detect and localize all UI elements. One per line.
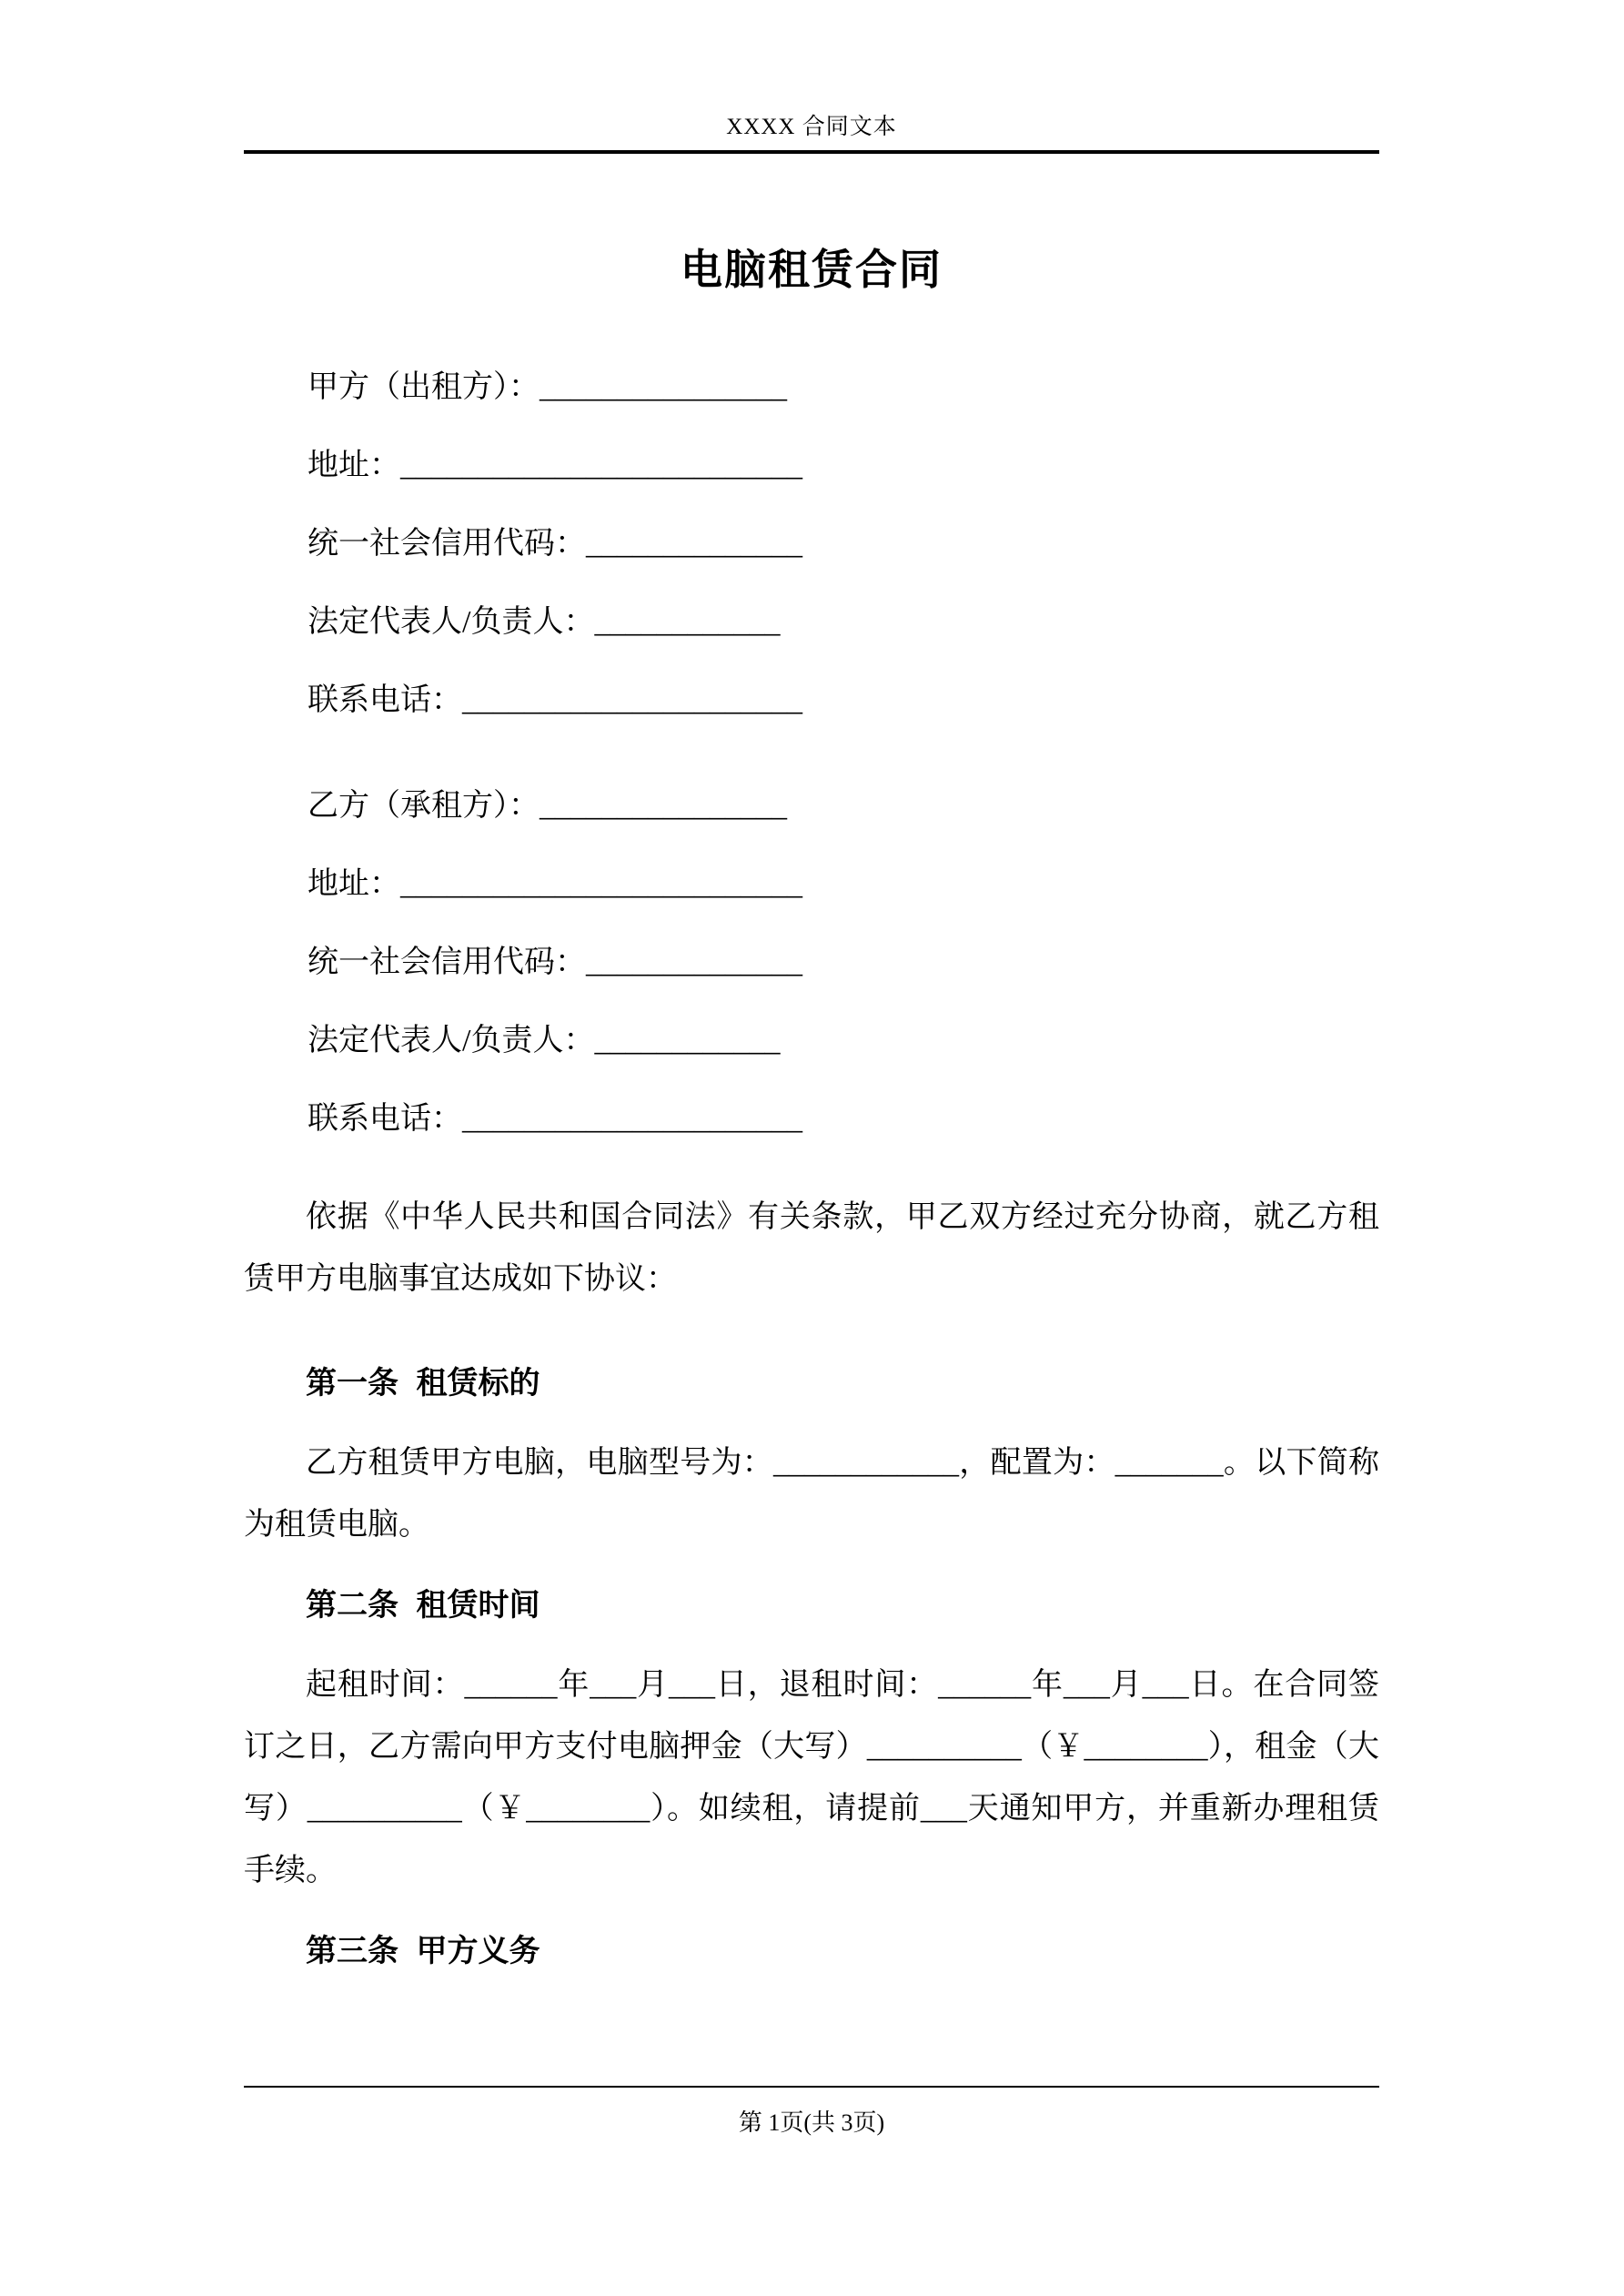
section-2-text: 起租时间：______年___月___日，退租时间：______年___月___日。在合同签订之日，乙方需向甲方支付电脑押金（大写）__________（￥________），租金（大写）__________（￥________）。如续租，请提前___天通知甲方，并重新办理租赁手续。: [244, 1668, 1379, 1887]
page-footer: [244, 2086, 1379, 2137]
section-2-heading: 第二条 租赁时间: [306, 1588, 540, 1623]
field-label: 统一社会信用代码：: [308, 946, 586, 979]
field-blank: ______________: [586, 946, 802, 979]
party-a-phone-row: [244, 662, 1379, 740]
field-label: 地址：: [308, 449, 400, 482]
field-blank: ____________: [594, 605, 781, 639]
field-blank: ______________________: [462, 683, 802, 717]
field-label: 地址：: [308, 867, 400, 901]
document-title: 电脑租赁合同: [681, 246, 943, 293]
party-a-credit-code-row: [244, 505, 1379, 583]
field-label: 甲方（出租方）：: [308, 370, 540, 404]
field-blank: ______________: [586, 527, 802, 561]
field-label: 法定代表人/负责人：: [308, 1024, 595, 1057]
field-label: 统一社会信用代码：: [308, 527, 586, 561]
section-3-heading: 第三条 甲方义务: [306, 1934, 540, 1968]
page-number: 第 1页(共 3页): [738, 2109, 885, 2136]
party-a-name-row: [244, 349, 1379, 427]
page-header: [244, 115, 1379, 154]
field-label: 联系电话：: [308, 683, 462, 717]
header-text: XXXX 合同文本: [726, 115, 897, 139]
field-label: 联系电话：: [308, 1102, 462, 1136]
header-rule: [244, 150, 1379, 154]
section-1-heading: 第一条 租赁标的: [306, 1366, 540, 1401]
party-a-block: [244, 349, 1379, 740]
party-b-name-row: [244, 767, 1379, 845]
intro-paragraph: 依据《中华人民共和国合同法》有关条款，甲乙双方经过充分协商，就乙方租赁甲方电脑事宜达成如下协议：: [244, 1200, 1379, 1296]
footer-rule: [244, 2086, 1379, 2088]
field-blank: __________________________: [400, 867, 802, 901]
section-1-text: 乙方租赁甲方电脑，电脑型号为：____________，配置为：_______。以下简称为租赁电脑。: [244, 1446, 1379, 1542]
field-blank: ____________: [594, 1024, 781, 1057]
field-label: 乙方（承租方）：: [308, 789, 540, 823]
field-blank: ________________: [540, 370, 787, 404]
field-blank: ______________________: [462, 1102, 802, 1136]
field-blank: ________________: [540, 789, 787, 823]
party-b-representative-row: [244, 1002, 1379, 1080]
party-b-credit-code-row: [244, 924, 1379, 1002]
party-b-address-row: [244, 845, 1379, 924]
party-a-representative-row: [244, 583, 1379, 662]
field-blank: __________________________: [400, 449, 802, 482]
field-label: 法定代表人/负责人：: [308, 605, 595, 639]
party-a-address-row: [244, 427, 1379, 505]
party-b-phone-row: [244, 1080, 1379, 1158]
party-b-block: [244, 767, 1379, 1158]
